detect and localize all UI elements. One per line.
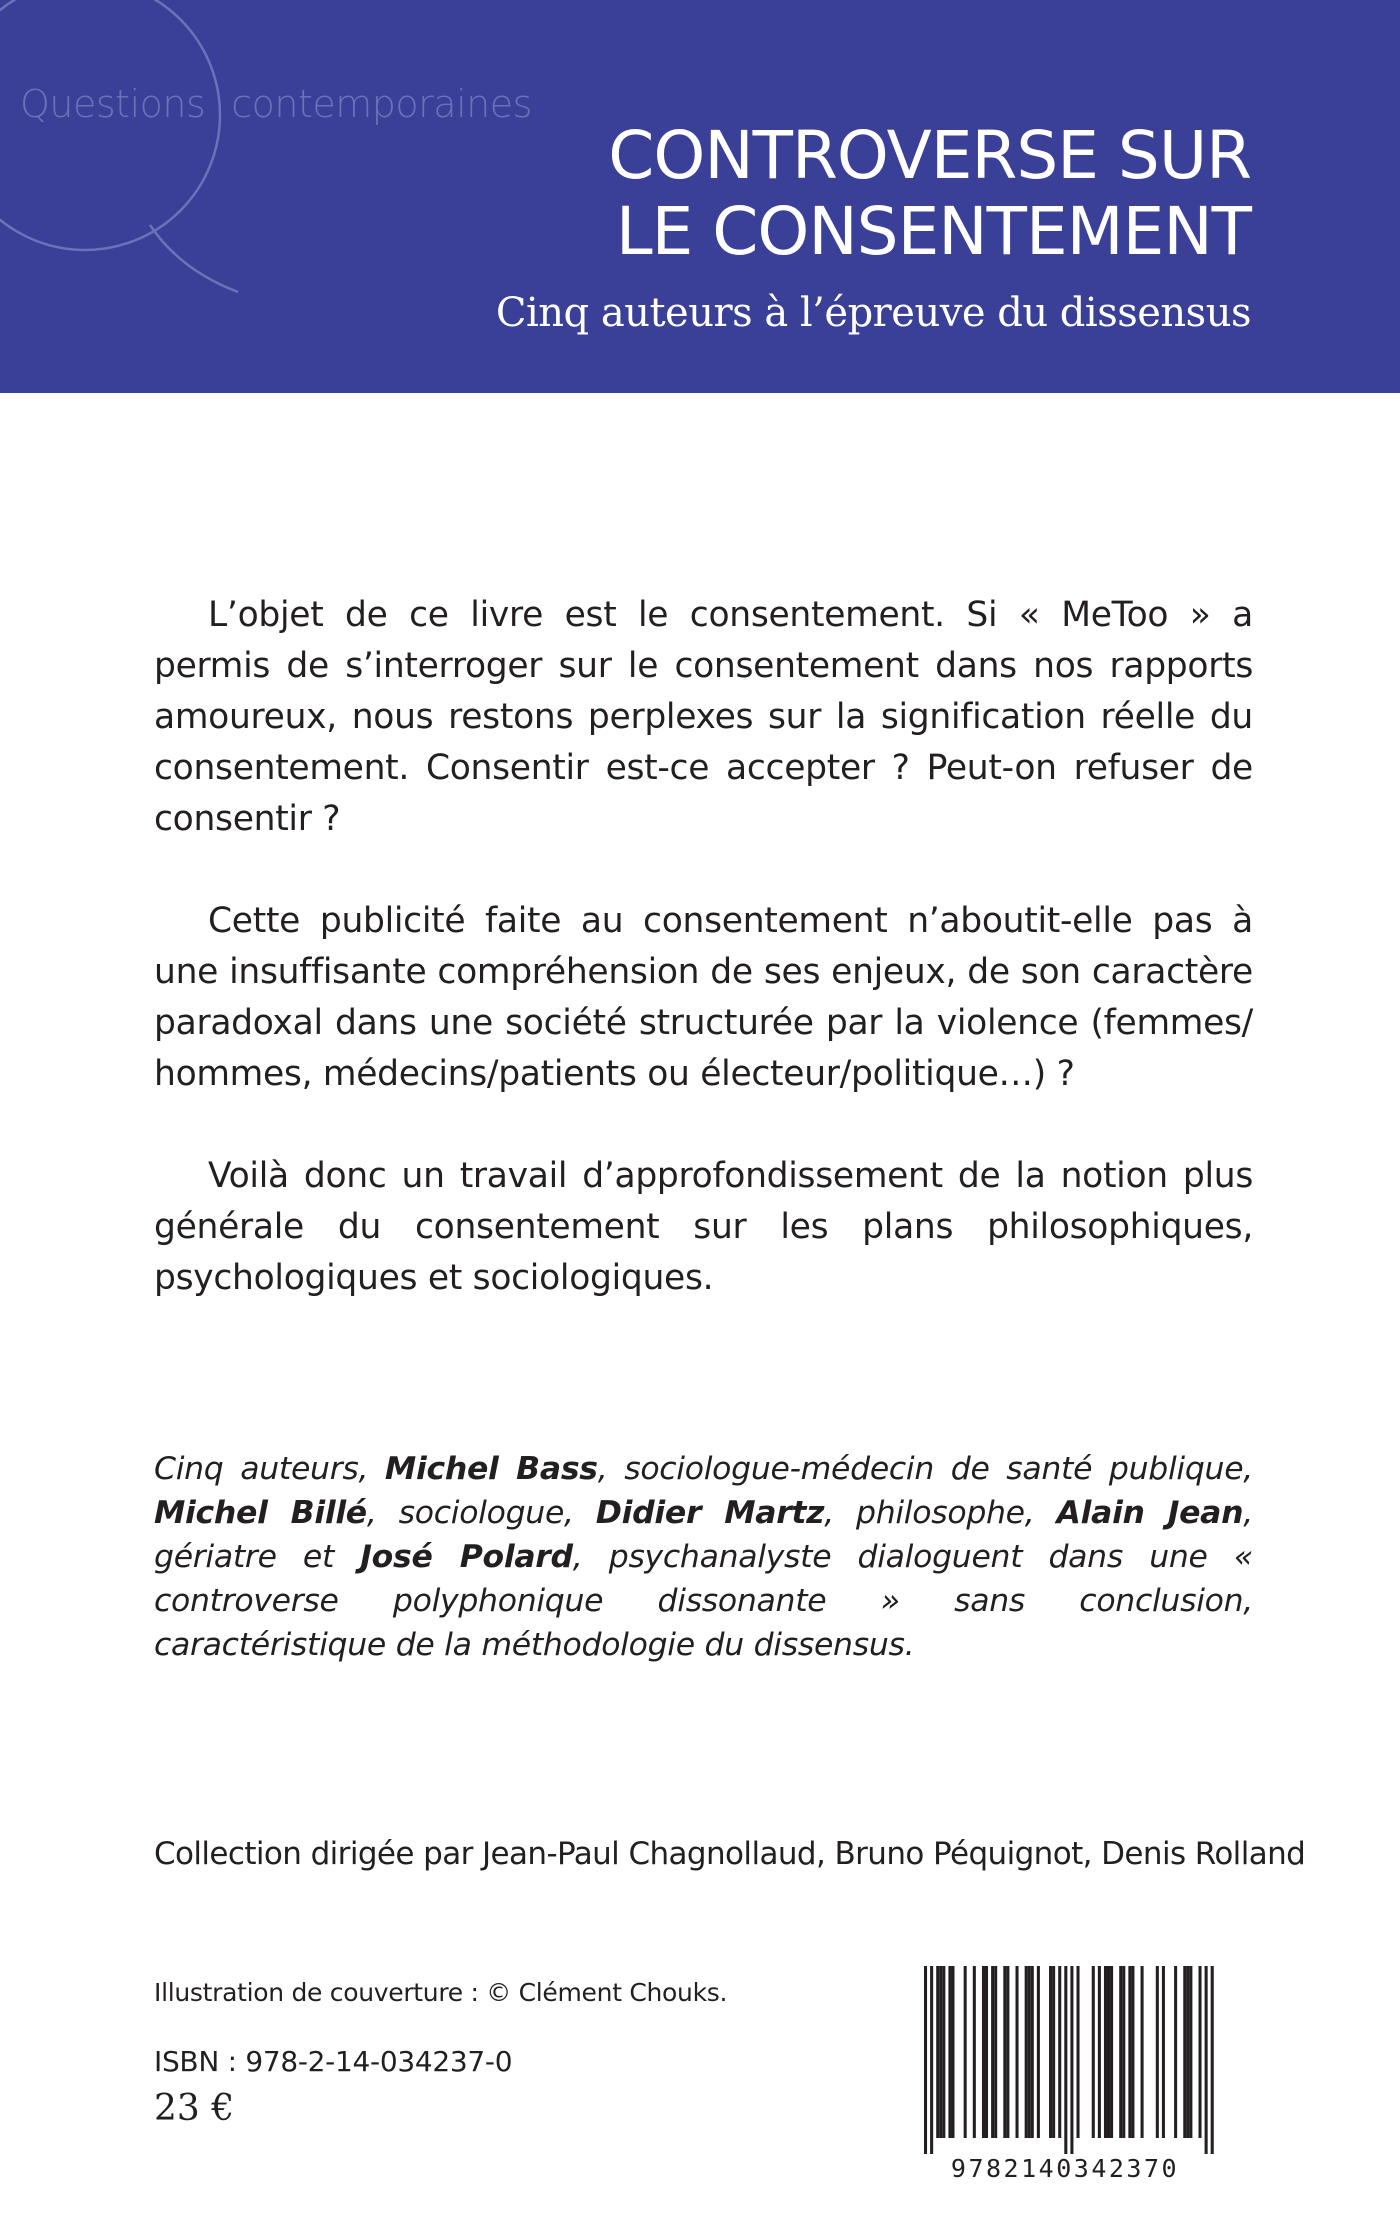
barcode-bar [951,1966,954,2138]
barcode-bar [1205,1966,1208,2154]
series-name [20,82,532,126]
blurb-paragraph-3: Voilà donc un travail d’approfondissement de la notion plus générale du consentement sur les plans philosophiques, psychologiques et sociologiques. [154,1156,1253,1298]
title-line-2: LE CONSENTEMENT [615,193,1251,270]
barcode-bar [1162,1966,1165,2138]
barcode-bar [936,1966,939,2138]
barcode-bar [1031,1966,1034,2138]
barcode-bar [1016,1966,1019,2138]
barcode-bar [948,1966,951,2138]
author-name: Michel Billé [154,1495,367,1531]
barcode-bar [1049,1966,1052,2138]
barcode-bar [1064,1966,1067,2154]
barcode-digits: 9782140342370 [950,2154,1180,2182]
barcode-bar [994,1966,997,2138]
barcode-bar [1003,1966,1006,2138]
author-role: , gériatre et [154,1495,1253,1575]
barcode-bar [1122,1966,1125,2138]
barcode-bar [942,1966,945,2138]
ean13-barcode-icon [898,1962,1232,2182]
barcode-bar [924,1966,927,2154]
barcode-bar [985,1966,988,2138]
author-role: , sociologue, [366,1495,596,1531]
barcode-bar [1128,1966,1131,2138]
author-role: , philosophe, [824,1495,1057,1531]
book-subtitle: Cinq auteurs à l’épreuve du dissensus [495,290,1251,336]
barcode-bar [1058,1966,1061,2138]
blurb-paragraph-1: L’objet de ce livre est le consentement. Si « MeToo » a permis de s’interroger sur le consentement dans nos rapports amoureux, nous restons perplexes sur la signification réelle du consentement. Consentir est-ce accepter ? Peut-on refuser de consentir ? [154,595,1253,839]
barcode-bar [930,1966,933,2154]
barcode-bar [1211,1966,1214,2154]
blurb-paragraph-2: Cette publicité faite au consentement n’aboutit-elle pas à une insuffisante compréhension de ses enjeux, de son caractère paradoxal dans une société structurée par la violence (femmes/ hommes, médecins/patients ou électeur/politique…) ? [154,901,1253,1094]
title-line-1: CONTROVERSE SUR [608,117,1251,194]
barcode-bar [1110,1966,1113,2138]
barcode-bar [1037,1966,1040,2138]
barcode-bar [982,1966,985,2138]
author-role: , psychanalyste dialoguent dans une « controverse polyphonique dissonante » sans conclusion, caractéristique de la méthodologie du dissensus. [154,1539,1253,1663]
letter-q-outline-icon [0,0,260,300]
barcode-bar [1092,1966,1095,2138]
barcode-bar [1174,1966,1177,2138]
barcode-bar [1028,1966,1031,2138]
author-name: Michel Bass [384,1451,598,1487]
author-name: Didier Martz [595,1495,825,1531]
collection-editors: Collection dirigée par Jean-Paul Chagnollaud, Bruno Péquignot, Denis Rolland [154,1836,1306,1872]
blurb [154,590,1253,1355]
book-title [608,118,1251,270]
barcode-bar [991,1966,994,2138]
cover-header [0,0,1400,393]
barcode-bar [1183,1966,1186,2138]
barcode-bar [973,1966,976,2138]
series-word-1: Questions [20,82,206,126]
barcode-bar [1189,1966,1192,2138]
barcode-bar [1141,1966,1144,2138]
barcode-bar [1107,1966,1110,2138]
illustration-credit: Illustration de couverture : © Clément Chouks. [154,1978,728,2007]
authors-intro: Cinq auteurs, [154,1451,385,1487]
barcode-bar [1186,1966,1189,2138]
barcode-bar [1098,1966,1101,2138]
barcode-bar [1156,1966,1159,2138]
author-name: Alain Jean [1056,1495,1244,1531]
barcode-bar [1131,1966,1134,2138]
barcode-bar [1104,1966,1107,2138]
barcode-bar [1070,1966,1073,2154]
author-role: , sociologue-médecin de santé publique, [597,1451,1254,1487]
barcode-bar [1006,1966,1009,2138]
authors-statement [154,1447,1253,1667]
barcode-bar [1025,1966,1028,2138]
barcode-bar [939,1966,942,2138]
barcode-bar [1077,1966,1080,2138]
author-name: José Polard [360,1539,573,1575]
barcode-bar [1119,1966,1122,2138]
series-word-2: contemporaines [231,82,532,126]
price: 23 € [154,2088,235,2129]
barcode-bar [1199,1966,1202,2138]
barcode-bar [1052,1966,1055,2138]
barcode-bar [964,1966,967,2138]
isbn: ISBN : 978-2-14-034237-0 [154,2045,513,2078]
